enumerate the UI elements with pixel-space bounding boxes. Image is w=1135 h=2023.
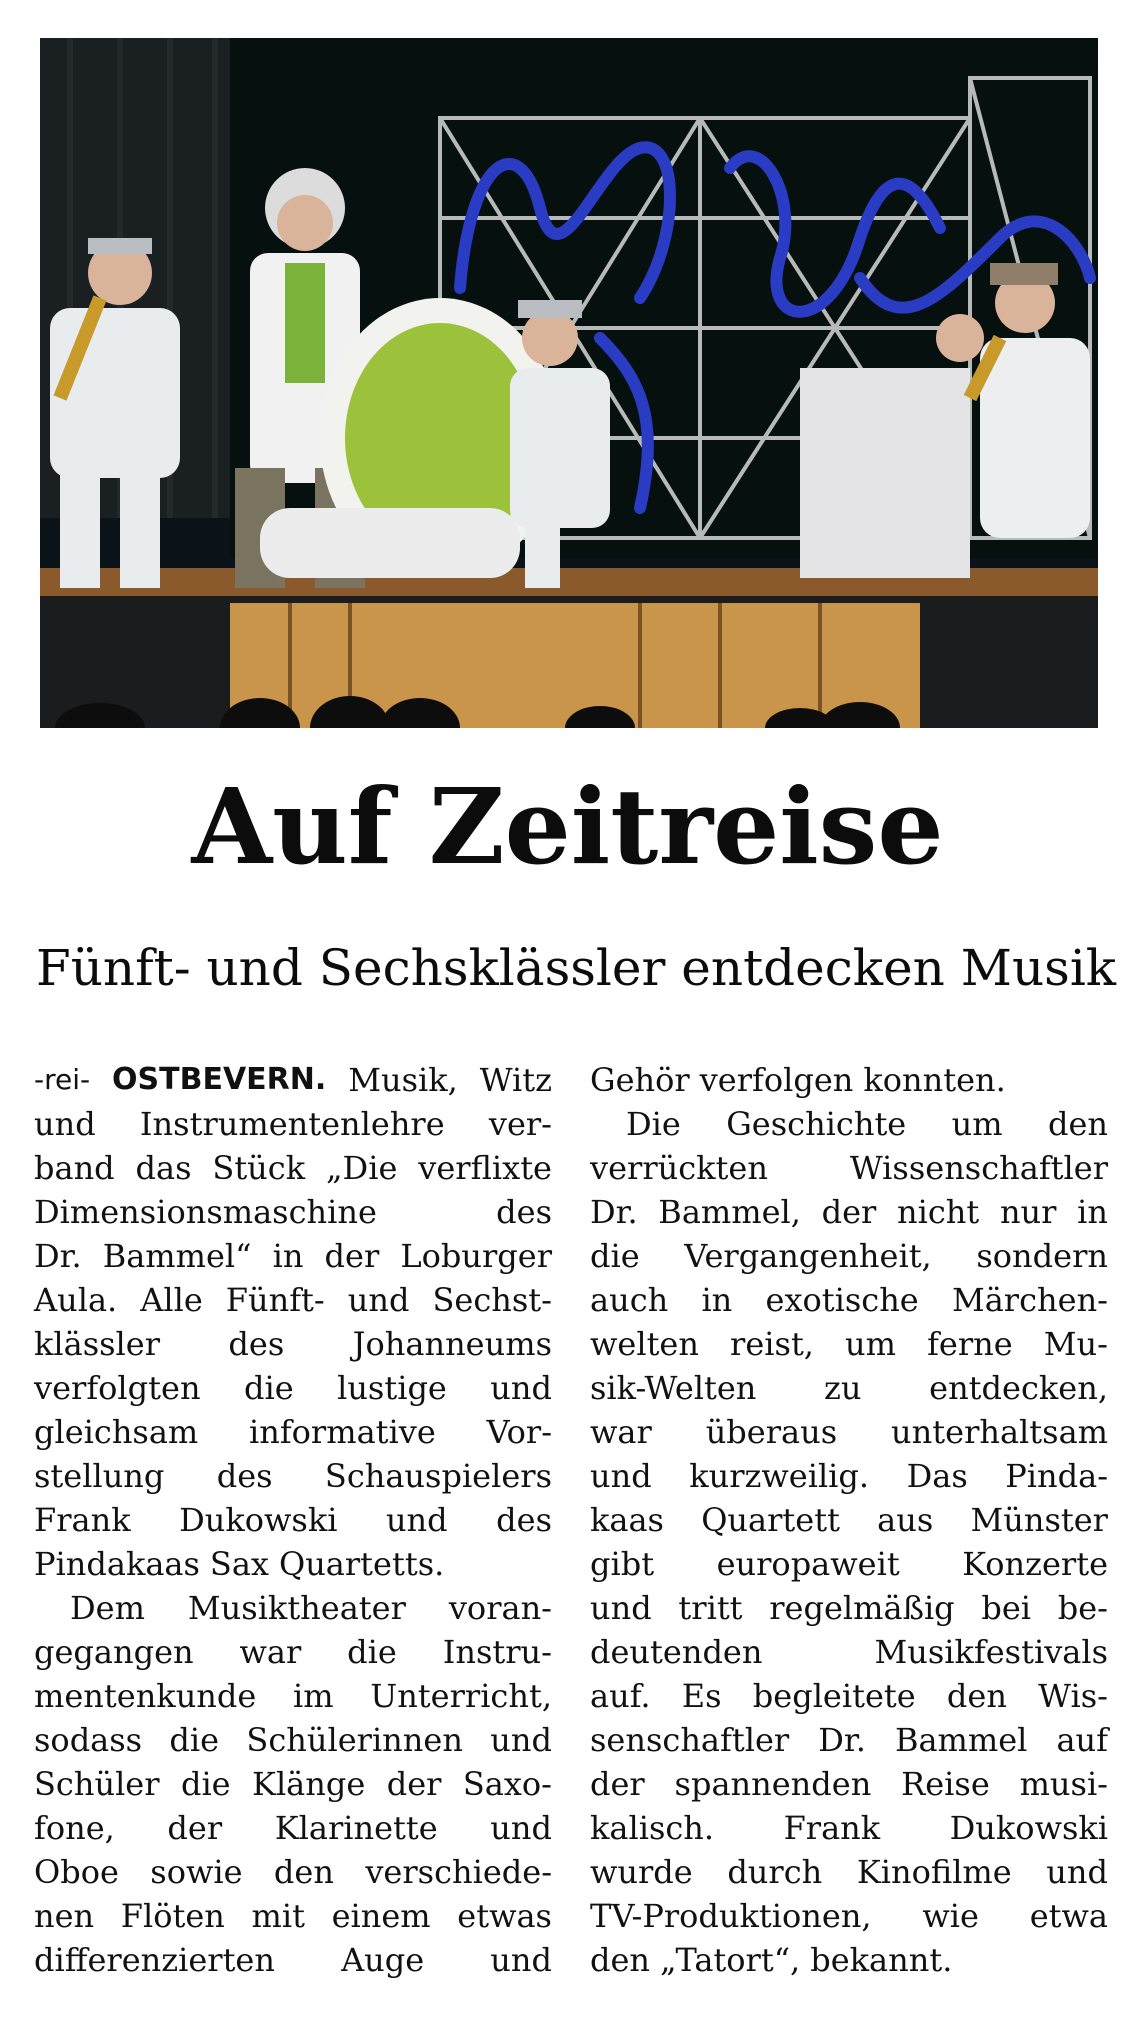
article-word: wie — [922, 1897, 979, 1935]
article-word: ver- — [488, 1105, 552, 1143]
article-word: Unterricht, — [370, 1677, 552, 1715]
article-word: reist, — [730, 1325, 814, 1363]
article-word: in — [272, 1237, 304, 1275]
article-line — [590, 1894, 1108, 1938]
article-line — [34, 1762, 552, 1806]
article-word: Pinda- — [1005, 1457, 1108, 1495]
article-word: und — [490, 1941, 552, 1979]
article-line — [590, 1938, 1108, 1982]
article-line — [34, 1850, 552, 1894]
article-line — [590, 1366, 1108, 1410]
article-word: der — [324, 1237, 380, 1275]
article-word: begleitete — [752, 1677, 916, 1715]
article-word: kaas — [590, 1501, 664, 1539]
article-line — [590, 1498, 1108, 1542]
article-word: Saxo- — [462, 1765, 552, 1803]
article-word: den — [273, 1853, 334, 1891]
article-word: Gehör — [590, 1061, 690, 1099]
article-line — [34, 1542, 552, 1586]
byline-author: -rei- — [34, 1063, 91, 1096]
article-word: Quartett — [701, 1501, 840, 1539]
article-word: und — [34, 1105, 96, 1143]
podium-prop — [800, 368, 970, 578]
article-line — [34, 1322, 552, 1366]
article-line — [590, 1190, 1108, 1234]
article-line — [590, 1146, 1108, 1190]
article-word: den — [1047, 1105, 1108, 1143]
article-word: sodass — [34, 1721, 143, 1759]
article-line — [590, 1762, 1108, 1806]
article-line — [34, 1366, 552, 1410]
article-word: die — [590, 1237, 640, 1275]
article-word: Bammel“ — [102, 1237, 252, 1275]
article-word: differenzierten — [34, 1941, 275, 1979]
article-word: bei — [981, 1589, 1032, 1627]
article-word: nen — [34, 1897, 95, 1935]
article-word: Das — [906, 1457, 968, 1495]
article-word: Mu- — [1043, 1325, 1108, 1363]
article-line — [590, 1102, 1108, 1146]
article-word: des — [216, 1457, 273, 1495]
article-word: im — [292, 1677, 334, 1715]
article-word: Instrumentenlehre — [139, 1105, 445, 1143]
article-word: Stück — [212, 1149, 306, 1187]
byline-dateline: OSTBEVERN. — [112, 1062, 327, 1097]
article-word: um — [845, 1325, 896, 1363]
article-word: regelmäßig — [769, 1589, 955, 1627]
article-word: Bammel — [894, 1721, 1028, 1759]
article-word: Sax — [209, 1545, 269, 1583]
article-word: Die — [626, 1105, 681, 1143]
article-word: gleichsam — [34, 1413, 199, 1451]
article-word: Instru- — [442, 1633, 552, 1671]
article-word: verfolgen — [699, 1061, 854, 1099]
article-word: war — [239, 1633, 302, 1671]
article-word: den — [946, 1677, 1007, 1715]
article-word: sowie — [150, 1853, 243, 1891]
article-word: sondern — [976, 1237, 1108, 1275]
article-word: Dr. — [818, 1721, 866, 1759]
article-word: deutenden — [590, 1633, 763, 1671]
article-line — [34, 1718, 552, 1762]
article-word: und — [490, 1721, 552, 1759]
subheadline: Fünft- und Sechsklässler entdecken Musik — [36, 939, 1117, 997]
article-word: Klarinette — [274, 1809, 438, 1847]
article-word: „Tatort“, — [660, 1941, 801, 1979]
article-word: exotische — [765, 1281, 919, 1319]
article-line — [590, 1674, 1108, 1718]
article-word: Dem — [70, 1589, 145, 1627]
article-word: Fünft- — [225, 1281, 325, 1319]
article-line — [34, 1938, 552, 1982]
article-word: überaus — [705, 1413, 838, 1451]
article-word: Loburger — [400, 1237, 552, 1275]
article-line — [34, 1454, 552, 1498]
article-line — [590, 1322, 1108, 1366]
article-word: und — [590, 1457, 652, 1495]
article-word: des — [496, 1501, 552, 1539]
article-word: Musiktheater — [187, 1589, 406, 1627]
article-word: Pindakaas — [34, 1545, 200, 1583]
article-line — [34, 1278, 552, 1322]
article-line — [34, 1190, 552, 1234]
article-word: Märchen- — [951, 1281, 1108, 1319]
article-word: verflixte — [418, 1149, 552, 1187]
article-line — [34, 1674, 552, 1718]
article-word: Oboe — [34, 1853, 119, 1891]
article-word: um — [951, 1105, 1003, 1143]
article-word: der — [386, 1765, 442, 1803]
article-line — [590, 1586, 1108, 1630]
article-word: durch — [727, 1853, 823, 1891]
article-word: Schauspielers — [324, 1457, 552, 1495]
article-word: Klänge — [252, 1765, 366, 1803]
article-word: Quartetts. — [278, 1545, 445, 1583]
article-word: Konzerte — [962, 1545, 1108, 1583]
article-word: und — [385, 1501, 448, 1539]
article-word: in — [701, 1281, 733, 1319]
article-word: Dukowski — [949, 1809, 1108, 1847]
article-line — [590, 1234, 1108, 1278]
article-line — [34, 1586, 552, 1630]
article-line — [590, 1718, 1108, 1762]
article-line — [34, 1146, 552, 1190]
article-word: Wissenschaftler — [849, 1149, 1108, 1187]
article-word: die — [347, 1633, 397, 1671]
article-word: den — [590, 1941, 651, 1979]
article-word: bekannt. — [810, 1941, 953, 1979]
article-word: Schüler — [34, 1765, 160, 1803]
article-line — [34, 1102, 552, 1146]
article-word: Auge — [341, 1941, 425, 1979]
article-word: Vergangenheit, — [684, 1237, 932, 1275]
article-word: die — [169, 1721, 220, 1759]
article-line — [590, 1278, 1108, 1322]
article-word: verfolgten — [34, 1369, 201, 1407]
article-word: Wis- — [1038, 1677, 1108, 1715]
article-word: gegangen — [34, 1633, 194, 1671]
article-word: entdecken, — [929, 1369, 1108, 1407]
article-line — [34, 1894, 552, 1938]
article-word: des — [496, 1193, 552, 1231]
article-word: informative — [248, 1413, 436, 1451]
article-word: tritt — [678, 1589, 743, 1627]
article-word: verschiede- — [365, 1853, 552, 1891]
article-word: aus — [877, 1501, 934, 1539]
article-word: voran- — [448, 1589, 552, 1627]
article-word: Musikfestivals — [874, 1633, 1108, 1671]
article-word: in — [1077, 1193, 1108, 1231]
article-word: zu — [824, 1369, 862, 1407]
article-word: des — [228, 1325, 285, 1363]
article-word: nur — [999, 1193, 1057, 1231]
article-word: Frank — [34, 1501, 131, 1539]
article-word: europaweit — [716, 1545, 900, 1583]
article-column-left — [34, 1058, 552, 1982]
article-word: lustige — [337, 1369, 447, 1407]
article-word: unterhaltsam — [891, 1413, 1108, 1451]
stage-photo-illustration — [40, 38, 1098, 728]
article-word: Musik, — [348, 1061, 458, 1099]
article-line — [590, 1806, 1108, 1850]
article-word: Geschichte — [726, 1105, 907, 1143]
article-word: nicht — [897, 1193, 980, 1231]
article-word: Schülerinnen — [246, 1721, 463, 1759]
article-line — [34, 1806, 552, 1850]
article-word: Kinofilme — [856, 1853, 1012, 1891]
article-word: war — [590, 1413, 652, 1451]
article-word: sik-Welten — [590, 1369, 757, 1407]
article-line — [590, 1454, 1108, 1498]
article-word: einem — [331, 1897, 431, 1935]
article-word: spannenden — [674, 1765, 872, 1803]
article-word: auf — [1056, 1721, 1108, 1759]
article-word: die — [243, 1369, 294, 1407]
article-word: gibt — [590, 1545, 655, 1583]
article-word: klässler — [34, 1325, 161, 1363]
article-word: Vor- — [486, 1413, 552, 1451]
article-word: Bammel, — [658, 1193, 801, 1231]
article-word: mentenkunde — [34, 1677, 257, 1715]
article-word: und — [347, 1281, 410, 1319]
article-line — [590, 1410, 1108, 1454]
article-word: etwas — [457, 1897, 552, 1935]
article-word: der — [167, 1809, 223, 1847]
article-word: Dimensionsmaschine — [34, 1193, 377, 1231]
article-word: Johanneums — [352, 1325, 552, 1363]
article-word: stellung — [34, 1457, 165, 1495]
article-word: „Die — [325, 1149, 398, 1187]
article-word: Dukowski — [179, 1501, 338, 1539]
headline: Auf Zeitreise — [191, 765, 944, 888]
article-word: be- — [1057, 1589, 1108, 1627]
article-word: ferne — [927, 1325, 1013, 1363]
article-line — [34, 1234, 552, 1278]
article-word: mit — [251, 1897, 305, 1935]
article-line — [590, 1542, 1108, 1586]
article-word: verrückten — [590, 1149, 768, 1187]
article-line — [34, 1058, 552, 1102]
article-word: musi- — [1019, 1765, 1108, 1803]
article-column-right — [590, 1058, 1108, 1982]
article-word: und — [490, 1369, 552, 1407]
article-word: Es — [681, 1677, 722, 1715]
article-word: der — [821, 1193, 877, 1231]
article-word: konnten. — [863, 1061, 1006, 1099]
article-word: Sechst- — [432, 1281, 552, 1319]
article-line — [590, 1630, 1108, 1674]
article-word: kurzweilig. — [689, 1457, 870, 1495]
article-word: Alle — [140, 1281, 203, 1319]
article-photo — [40, 38, 1098, 728]
article-line — [34, 1498, 552, 1542]
article-line — [590, 1850, 1108, 1894]
article-word: und — [490, 1809, 552, 1847]
article-word: und — [590, 1589, 652, 1627]
article-word: Münster — [970, 1501, 1108, 1539]
article-word: kalisch. — [590, 1809, 715, 1847]
article-word: Witz — [479, 1061, 552, 1099]
article-word: Dr. — [34, 1237, 82, 1275]
article-word: wurde — [590, 1853, 693, 1891]
article-word: TV-Produktionen, — [590, 1897, 872, 1935]
article-line — [590, 1058, 1108, 1102]
article-word: auch — [590, 1281, 669, 1319]
article-word: senschaftler — [590, 1721, 790, 1759]
article-word: auf. — [590, 1677, 651, 1715]
article-word: Reise — [901, 1765, 990, 1803]
article-word: etwa — [1029, 1897, 1108, 1935]
article-word: das — [135, 1149, 192, 1187]
article-word: welten — [590, 1325, 699, 1363]
article-word: Frank — [783, 1809, 881, 1847]
article-word: Aula. — [34, 1281, 118, 1319]
article-word: fone, — [34, 1809, 115, 1847]
article-line — [34, 1410, 552, 1454]
article-word: band — [34, 1149, 115, 1187]
article-line — [34, 1630, 552, 1674]
article-word: der — [590, 1765, 645, 1803]
article-word: Dr. — [590, 1193, 638, 1231]
article-word: und — [1046, 1853, 1108, 1891]
article-word: Flöten — [120, 1897, 225, 1935]
article-word: die — [180, 1765, 231, 1803]
